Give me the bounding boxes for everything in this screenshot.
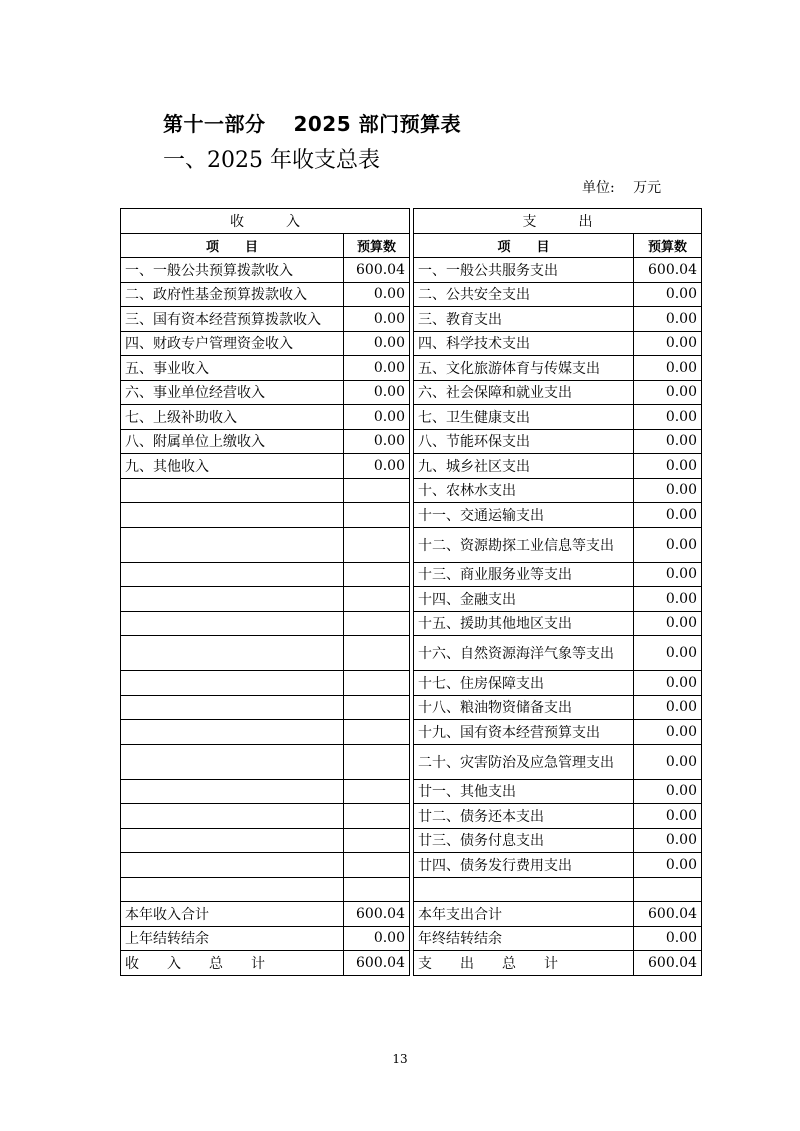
expense-amount-cell: 0.00	[634, 636, 702, 671]
income-item-cell: 二、政府性基金预算拨款收入	[121, 282, 344, 307]
expense-amount-cell: 0.00	[634, 779, 702, 804]
income-item-cell: 六、事业单位经营收入	[121, 380, 344, 405]
income-amount-cell: 0.00	[344, 331, 410, 356]
income-amount-cell: 0.00	[344, 307, 410, 332]
income-amount-cell	[344, 877, 410, 902]
expense-item-cell: 廿二、债务还本支出	[414, 804, 634, 829]
expense-item-cell: 十八、粮油物资储备支出	[414, 695, 634, 720]
income-item-cell: 七、上级补助收入	[121, 405, 344, 430]
expense-amount-cell: 600.04	[634, 902, 702, 927]
expense-amount-cell: 0.00	[634, 587, 702, 612]
income-amount-cell	[344, 779, 410, 804]
expense-item-cell: 十五、援助其他地区支出	[414, 611, 634, 636]
income-item-cell	[121, 636, 344, 671]
table-row	[121, 951, 702, 976]
income-item-cell: 本年收入合计	[121, 902, 344, 927]
income-budget-column-header: 预算数	[344, 233, 410, 258]
income-amount-cell: 0.00	[344, 926, 410, 951]
table-row	[121, 611, 702, 636]
income-item-column-header: 项 目	[121, 233, 344, 258]
income-amount-cell: 600.04	[344, 258, 410, 283]
table-row	[121, 926, 702, 951]
table-row	[121, 356, 702, 381]
income-item-cell: 收 入 总 计	[121, 951, 344, 976]
income-item-cell	[121, 503, 344, 528]
expense-amount-cell: 0.00	[634, 405, 702, 430]
expense-item-column-header: 项 目	[414, 233, 634, 258]
expense-item-cell: 十三、商业服务业等支出	[414, 562, 634, 587]
table-row	[121, 307, 702, 332]
income-amount-cell	[344, 527, 410, 562]
expense-item-cell: 三、教育支出	[414, 307, 634, 332]
expense-budget-column-header: 预算数	[634, 233, 702, 258]
income-item-cell	[121, 587, 344, 612]
table-row	[121, 853, 702, 878]
income-item-cell	[121, 828, 344, 853]
income-item-cell	[121, 779, 344, 804]
income-amount-cell: 0.00	[344, 282, 410, 307]
table-row	[121, 503, 702, 528]
expense-amount-cell: 600.04	[634, 258, 702, 283]
income-amount-cell	[344, 478, 410, 503]
expense-item-cell: 十一、交通运输支出	[414, 503, 634, 528]
expense-amount-cell: 0.00	[634, 380, 702, 405]
expense-item-cell: 廿一、其他支出	[414, 779, 634, 804]
unit-label: 单位: 万元	[582, 180, 662, 196]
income-item-cell	[121, 804, 344, 829]
table-row	[121, 258, 702, 283]
income-item-cell	[121, 720, 344, 745]
table-row	[121, 282, 702, 307]
table-row	[121, 454, 702, 479]
income-item-cell	[121, 527, 344, 562]
expense-item-cell: 支 出 总 计	[414, 951, 634, 976]
income-item-cell	[121, 744, 344, 779]
expense-item-cell: 二、公共安全支出	[414, 282, 634, 307]
expense-item-cell: 十二、资源勘探工业信息等支出	[414, 527, 634, 562]
expense-amount-cell: 0.00	[634, 804, 702, 829]
expense-item-cell	[414, 877, 634, 902]
expense-section-header: 支 出	[414, 209, 702, 234]
table-row	[121, 902, 702, 927]
expense-amount-cell: 0.00	[634, 744, 702, 779]
expense-item-cell: 十九、国有资本经营预算支出	[414, 720, 634, 745]
income-item-cell: 一、一般公共预算拨款收入	[121, 258, 344, 283]
table-row	[121, 380, 702, 405]
income-item-cell: 上年结转结余	[121, 926, 344, 951]
table-row	[121, 671, 702, 696]
expense-item-cell: 九、城乡社区支出	[414, 454, 634, 479]
expense-amount-cell: 0.00	[634, 527, 702, 562]
income-item-cell	[121, 611, 344, 636]
budget-summary-table	[120, 208, 702, 976]
income-section-header: 收 入	[121, 209, 410, 234]
expense-amount-cell: 0.00	[634, 695, 702, 720]
expense-item-cell: 四、科学技术支出	[414, 331, 634, 356]
income-amount-cell: 0.00	[344, 454, 410, 479]
expense-amount-cell: 0.00	[634, 671, 702, 696]
expense-item-cell: 廿三、债务付息支出	[414, 828, 634, 853]
income-amount-cell	[344, 562, 410, 587]
income-item-cell: 四、财政专户管理资金收入	[121, 331, 344, 356]
table-row	[121, 744, 702, 779]
income-item-cell	[121, 671, 344, 696]
table-row	[121, 720, 702, 745]
table-row	[121, 478, 702, 503]
expense-amount-cell: 0.00	[634, 282, 702, 307]
expense-item-cell: 十七、住房保障支出	[414, 671, 634, 696]
expense-amount-cell: 0.00	[634, 454, 702, 479]
page-number: 13	[392, 1052, 408, 1066]
income-amount-cell	[344, 587, 410, 612]
income-item-cell: 三、国有资本经营预算拨款收入	[121, 307, 344, 332]
table-row	[121, 636, 702, 671]
income-amount-cell	[344, 695, 410, 720]
income-amount-cell	[344, 671, 410, 696]
income-amount-cell: 0.00	[344, 356, 410, 381]
expense-amount-cell: 0.00	[634, 720, 702, 745]
expense-amount-cell: 0.00	[634, 611, 702, 636]
table-row	[121, 695, 702, 720]
income-item-cell	[121, 877, 344, 902]
expense-item-cell: 七、卫生健康支出	[414, 405, 634, 430]
income-amount-cell	[344, 636, 410, 671]
expense-amount-cell: 0.00	[634, 503, 702, 528]
income-amount-cell: 0.00	[344, 405, 410, 430]
expense-amount-cell: 0.00	[634, 429, 702, 454]
expense-amount-cell: 0.00	[634, 331, 702, 356]
table-row	[121, 405, 702, 430]
expense-amount-cell: 600.04	[634, 951, 702, 976]
expense-amount-cell: 0.00	[634, 926, 702, 951]
table-row	[121, 779, 702, 804]
table-row	[121, 804, 702, 829]
expense-item-cell: 十六、自然资源海洋气象等支出	[414, 636, 634, 671]
income-item-cell	[121, 478, 344, 503]
expense-amount-cell: 0.00	[634, 478, 702, 503]
income-item-cell: 九、其他收入	[121, 454, 344, 479]
income-amount-cell: 0.00	[344, 429, 410, 454]
expense-item-cell: 一、一般公共服务支出	[414, 258, 634, 283]
expense-item-cell: 廿四、债务发行费用支出	[414, 853, 634, 878]
income-amount-cell	[344, 503, 410, 528]
table-row	[121, 587, 702, 612]
expense-item-cell: 六、社会保障和就业支出	[414, 380, 634, 405]
income-item-cell: 八、附属单位上缴收入	[121, 429, 344, 454]
income-amount-cell: 600.04	[344, 902, 410, 927]
table-row	[121, 527, 702, 562]
table-row	[121, 828, 702, 853]
expense-amount-cell	[634, 877, 702, 902]
table-row	[121, 877, 702, 902]
expense-amount-cell: 0.00	[634, 356, 702, 381]
expense-item-cell: 十、农林水支出	[414, 478, 634, 503]
income-item-cell	[121, 562, 344, 587]
income-amount-cell: 0.00	[344, 380, 410, 405]
expense-amount-cell: 0.00	[634, 562, 702, 587]
income-item-cell	[121, 695, 344, 720]
expense-item-cell: 本年支出合计	[414, 902, 634, 927]
expense-item-cell: 十四、金融支出	[414, 587, 634, 612]
expense-amount-cell: 0.00	[634, 828, 702, 853]
income-amount-cell	[344, 744, 410, 779]
expense-item-cell: 年终结转结余	[414, 926, 634, 951]
income-item-cell: 五、事业收入	[121, 356, 344, 381]
income-amount-cell	[344, 804, 410, 829]
expense-item-cell: 八、节能环保支出	[414, 429, 634, 454]
income-amount-cell	[344, 853, 410, 878]
expense-item-cell: 五、文化旅游体育与传媒支出	[414, 356, 634, 381]
table-row	[121, 429, 702, 454]
table-row	[121, 331, 702, 356]
income-amount-cell	[344, 828, 410, 853]
expense-item-cell: 二十、灾害防治及应急管理支出	[414, 744, 634, 779]
expense-amount-cell: 0.00	[634, 853, 702, 878]
income-item-cell	[121, 853, 344, 878]
income-amount-cell: 600.04	[344, 951, 410, 976]
income-amount-cell	[344, 720, 410, 745]
income-amount-cell	[344, 611, 410, 636]
part-title: 第十一部分 2025 部门预算表	[163, 112, 462, 136]
expense-amount-cell: 0.00	[634, 307, 702, 332]
table-title: 一、2025 年收支总表	[163, 148, 380, 173]
table-row	[121, 562, 702, 587]
